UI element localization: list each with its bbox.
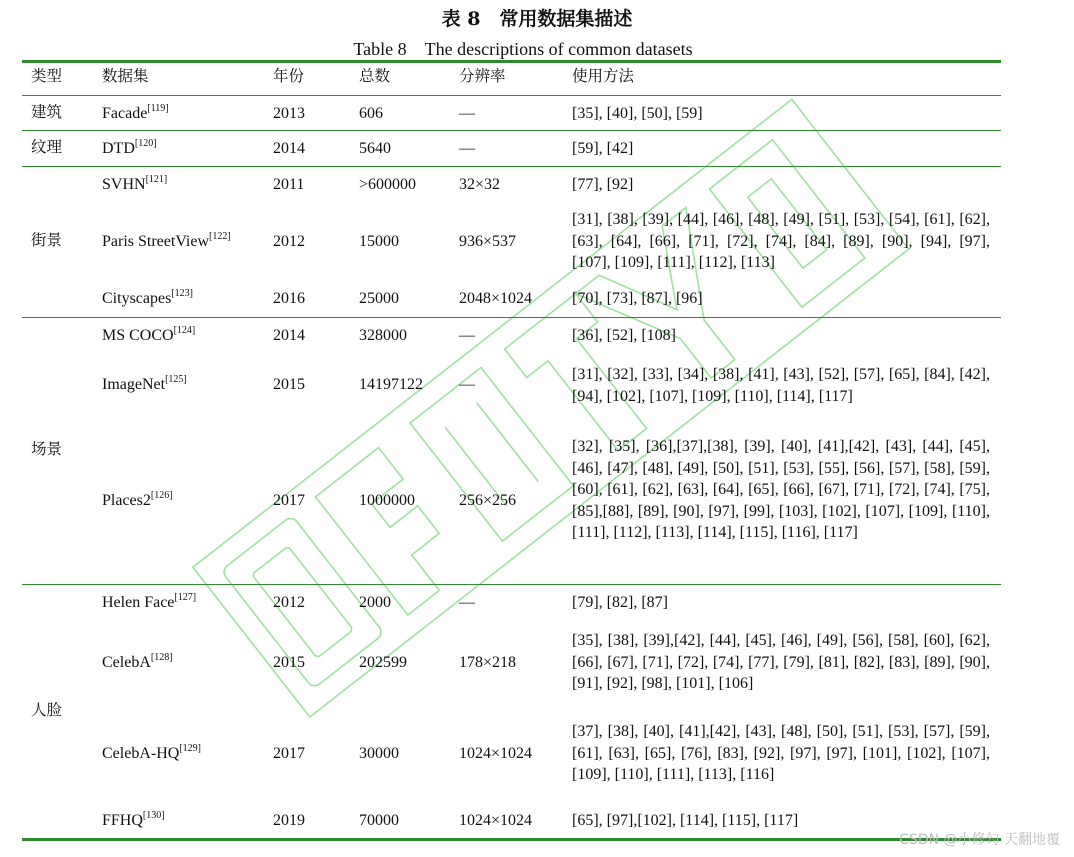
dataset-usage: [32], [35], [36],[37],[38], [39], [40], [41],[42], [43], [44], [45], [46], [47], [48], [49], [50], [51], [53], [55], [56], [57], [58], [59], [60], [61], [62], [63], [64], [65], [66], [67], [71], [72], [74], [75], [85],[88], [89], [90], [97], [99], [103], [102], [107], [109], [110], [111], [112], [113], [114], [115], [116], [117] [572,438,990,541]
dataset-name: FFHQ[130] [102,810,165,829]
dataset-total: 202599 [359,654,407,671]
dataset-total: 15000 [359,233,399,250]
dataset-usage: [59], [42] [572,140,634,157]
dataset-total: 2000 [359,594,391,611]
dataset-ref: [121] [145,174,168,185]
dataset-total: 14197122 [359,376,423,393]
dataset-name: CelebA[128] [102,652,173,671]
dataset-usage: [35], [40], [50], [59] [572,105,703,122]
group-divider [22,166,1001,167]
dataset-name: CelebA-HQ[129] [102,743,201,762]
dataset-year: 2014 [273,140,305,157]
dataset-ref: [128] [150,652,173,663]
category-label: 场景 [31,440,63,458]
dataset-name: Cityscapes[123] [102,288,193,307]
dataset-resolution: — [459,140,475,157]
dataset-ref: [127] [174,592,197,603]
dataset-name: Facade[119] [102,103,169,122]
dataset-year: 2012 [273,233,305,250]
header-rule [22,95,1001,96]
dataset-usage: [36], [52], [108] [572,327,676,344]
dataset-total: 30000 [359,745,399,762]
dataset-total: 1000000 [359,492,415,509]
header-year: 年份 [273,67,305,85]
category-label: 人脸 [31,701,63,719]
dataset-usage: [31], [38], [39], [44], [46], [48], [49], [51], [53], [54], [61], [62], [63], [64], [66], [71], [72], [74], [84], [89], [90], [94], [97], [107], [109], [111], [112], [113] [572,211,990,271]
dataset-resolution: 1024×1024 [459,745,533,762]
dataset-ref: [120] [134,138,157,149]
dataset-total: 25000 [359,290,399,307]
dataset-usage: [31], [32], [33], [34], [38], [41], [43], [52], [57], [65], [84], [42], [94], [102], [107], [109], [110], [114], [117] [572,366,990,405]
category-label: 街景 [31,231,63,249]
header-total: 总数 [359,67,391,85]
group-divider [22,130,1001,131]
dataset-resolution: 178×218 [459,654,517,671]
dataset-resolution: — [459,327,475,344]
dataset-year: 2019 [273,812,305,829]
table-title-chinese: 表 8 常用数据集描述 [441,8,633,30]
header-category: 类型 [31,67,63,85]
bottom-rule [22,838,1001,841]
header-usage: 使用方法 [572,67,635,85]
dataset-year: 2012 [273,594,305,611]
dataset-ref: [119] [147,103,169,114]
dataset-ref: [122] [209,231,231,242]
dataset-resolution: — [459,594,475,611]
dataset-name: ImageNet[125] [102,374,187,393]
dataset-name: Helen Face[127] [102,592,197,611]
category-label: 纹理 [31,138,63,156]
dataset-ref: [129] [179,743,201,754]
dataset-resolution: — [459,376,475,393]
dataset-resolution: 2048×1024 [459,290,533,307]
dataset-total: 5640 [359,140,391,157]
group-divider [22,584,1001,585]
table-title-english: Table 8 The descriptions of common datasets [353,39,693,59]
dataset-usage: [65], [97],[102], [114], [115], [117] [572,812,799,829]
dataset-year: 2011 [273,176,305,193]
dataset-usage: [37], [38], [40], [41],[42], [43], [48], [50], [51], [53], [57], [59], [61], [63], [65], [76], [83], [92], [97], [97], [101], [102], [107], [109], [110], [111], [113], [116] [572,723,990,783]
dataset-resolution: 32×32 [459,176,501,193]
dataset-name: DTD[120] [102,138,157,157]
source-credit: CSDN @小修勾 天翻地覆 [899,832,1060,848]
dataset-year: 2014 [273,327,305,344]
dataset-year: 2015 [273,654,305,671]
dataset-year: 2017 [273,492,305,509]
dataset-ref: [130] [142,810,165,821]
dataset-year: 2016 [273,290,305,307]
dataset-usage: [35], [38], [39],[42], [44], [45], [46], [49], [56], [58], [60], [62], [66], [67], [71], [72], [74], [77], [79], [81], [82], [83], [89], [90], [91], [92], [98], [101], [106] [572,632,990,692]
dataset-resolution: 936×537 [459,233,517,250]
category-label: 建筑 [31,103,63,121]
dataset-resolution: 1024×1024 [459,812,533,829]
dataset-name: Places2[126] [102,490,173,509]
dataset-year: 2013 [273,105,305,122]
dataset-total: >600000 [359,176,417,193]
dataset-year: 2017 [273,745,305,762]
dataset-total: 70000 [359,812,399,829]
dataset-ref: [124] [173,325,196,336]
dataset-name: MS COCO[124] [102,325,196,344]
dataset-total: 328000 [359,327,407,344]
dataset-resolution: — [459,105,475,122]
dataset-total: 606 [359,105,383,122]
dataset-resolution: 256×256 [459,492,517,509]
dataset-usage: [77], [92] [572,176,634,193]
top-rule [22,60,1001,63]
header-dataset: 数据集 [102,67,149,85]
dataset-ref: [123] [171,288,193,299]
dataset-year: 2015 [273,376,305,393]
dataset-ref: [126] [150,490,173,501]
dataset-usage: [79], [82], [87] [572,594,668,611]
group-divider [22,317,1001,318]
dataset-usage: [70], [73], [87], [96] [572,290,703,307]
header-resolution: 分辨率 [459,67,506,85]
dataset-ref: [125] [165,374,187,385]
dataset-name: SVHN[121] [102,174,168,193]
dataset-name: Paris StreetView[122] [102,231,231,250]
